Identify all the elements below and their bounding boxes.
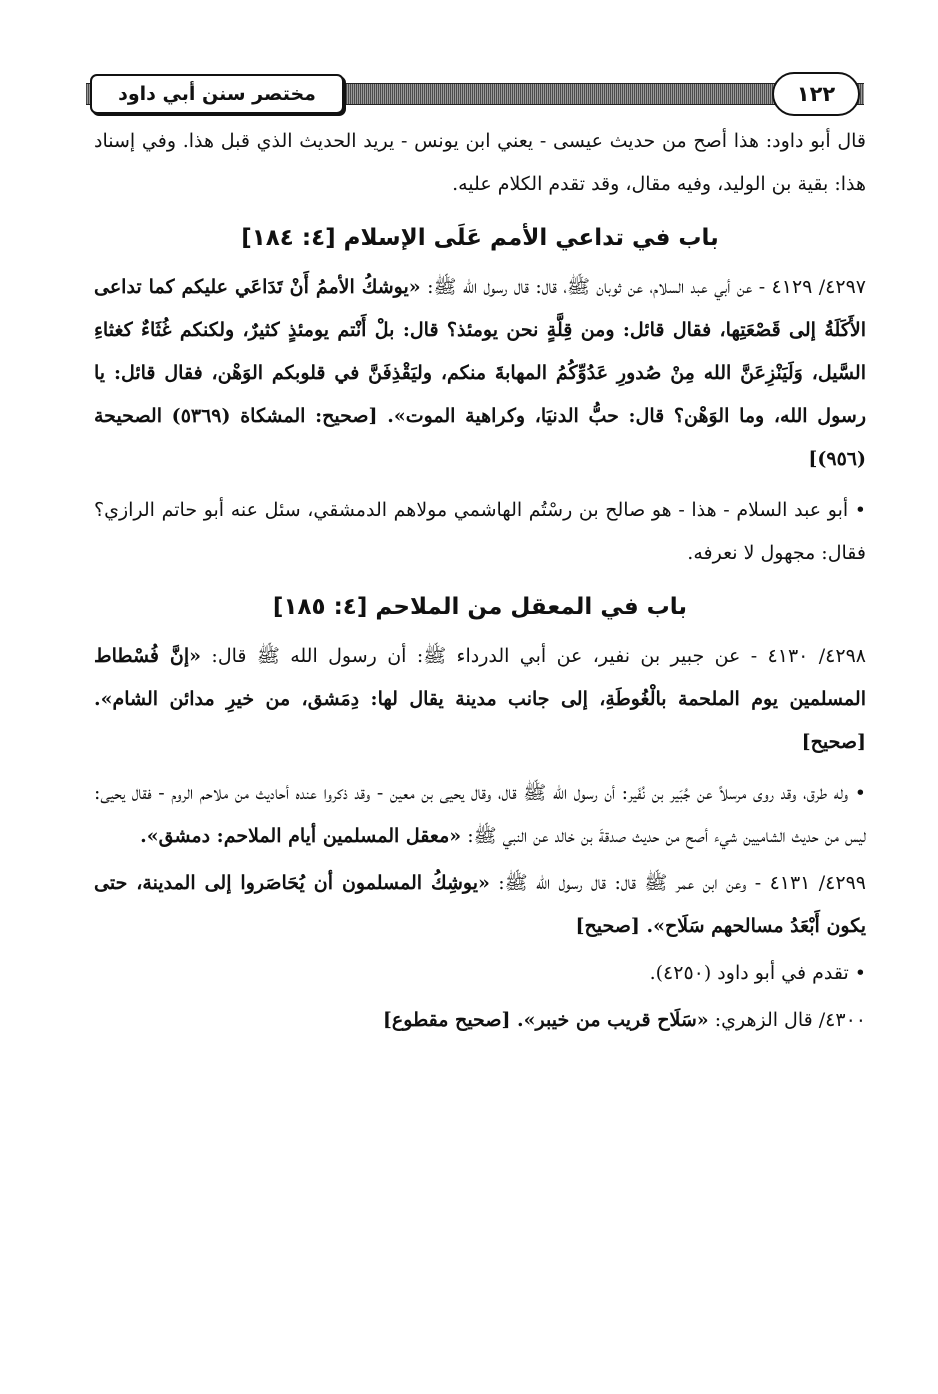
hadith-4299-chain: ٤٢٩٩/ ٤١٣١ - وعن ابن عمر ﷺ قال: قال رسول الله ﷺ: xyxy=(498,872,866,894)
note-jubair-routes xyxy=(94,772,866,858)
chapter-heading-stronghold: باب في المعقل من الملاحم [٤: ١٨٥] xyxy=(272,594,688,620)
hadith-4298-chain: ٤٢٩٨/ ٤١٣٠ - عن جبير بن نفير، عن أبي الدرداء ﷺ: أن رسول الله ﷺ قال: xyxy=(211,645,866,667)
hadith-4297-chain: ٤٢٩٧/ ٤١٢٩ - عن أبي عبد السلام، عن ثوبان ﷺ، قال: قال رسول الله ﷺ: xyxy=(427,276,866,298)
athar-4300 xyxy=(94,999,866,1042)
note-see-4250: • تقدم في أبو داود (٤٢٥٠). xyxy=(649,962,866,984)
note-abu-abdessalam: • أبو عبد السلام - هذا - هو صالح بن رسْتُم الهاشمي مولاهم الدمشقي، سئل عنه أبو حاتم الرازي؟ فقال: مجهول لا نعرفه. xyxy=(94,499,866,564)
paragraph-abu-dawud-comment: قال أبو داود: هذا أصح من حديث عيسى - يعني ابن يونس - يريد الحديث الذي قبل هذا. وفي إسناد هذا: بقية بن الوليد، وفيه مقال، وقد تقدم الكلام عليه. xyxy=(94,130,866,195)
hadith-4298-text: «إنَّ فُسْطاط المسلمين يوم الملحمة بالْغُوطَةِ، إلى جانب مدينة يقال لها: دِمَشق، من خيرِ مدائن الشام». [صحيح] xyxy=(94,645,866,753)
page-content xyxy=(94,120,866,1042)
hadith-4297-text: «يوشكُ الأممُ أَنْ تَدَاعَي عليكم كما تداعى الأَكَلَةُ إلى قَصْعَتِها، فقال قائل: ومن قِلَّةٍ نحن يومئذ؟ قال: بلْ أَنْتم يومئذٍ كثيرٌ، ولكنكم غُثَاءٌ كغثاءِ السَّيل، وَلَيَنْزِعَنَّ الله مِنْ صُدورِ عَدُوِّكُمُ المهابةَ منكم، وليَقْذِفَنَّ في قلوبكم الوَهْن، فقال قائل: يا رسول الله، وما الوَهْن؟ قال: حبُّ الدنيَا، وكراهية الموت». [صحيح: المشكاة (٥٣٦٩) الصحيحة (٩٥٦)] xyxy=(94,276,866,470)
hadith-4299 xyxy=(94,862,866,948)
chapter-heading-nations: باب في تداعي الأمم عَلَى الإسلام [٤: ١٨٤] xyxy=(241,225,719,251)
hadith-4299-text: «يوشِكُ المسلمون أن يُحَاصَروا إلى المدينة، حتى يكون أَبْعَدُ مسالحهم سَلَاح». [صحيح] xyxy=(94,872,866,937)
athar-4300-chain: ٤٣٠٠/ قال الزهري: xyxy=(714,1009,866,1031)
note-jubair-quote: «معقل المسلمين أيام الملاحم: دمشق». xyxy=(140,825,462,847)
page-number: ١٢٢ xyxy=(772,72,860,116)
book-title: مختصر سنن أبي داود xyxy=(90,74,344,114)
hadith-4298 xyxy=(94,635,866,764)
note-jubair-text: • وله طرق، وقد روى مرسلاً عن جُبَير بن نُفَير: أن رسول الله ﷺ قال، وقال يحيى بن معين - وقد ذكروا عنده أحاديث من ملاحم الروم - فقال يحيى: ليس من حديث الشاميين شيء أصح من حديث صدقةَ بن خالد عن النبي ﷺ: xyxy=(94,782,866,847)
page-header xyxy=(86,70,864,122)
athar-4300-text: «سَلَاح قريب من خيبر». [صحيح مقطوع] xyxy=(382,1009,709,1031)
hadith-4297 xyxy=(94,266,866,481)
